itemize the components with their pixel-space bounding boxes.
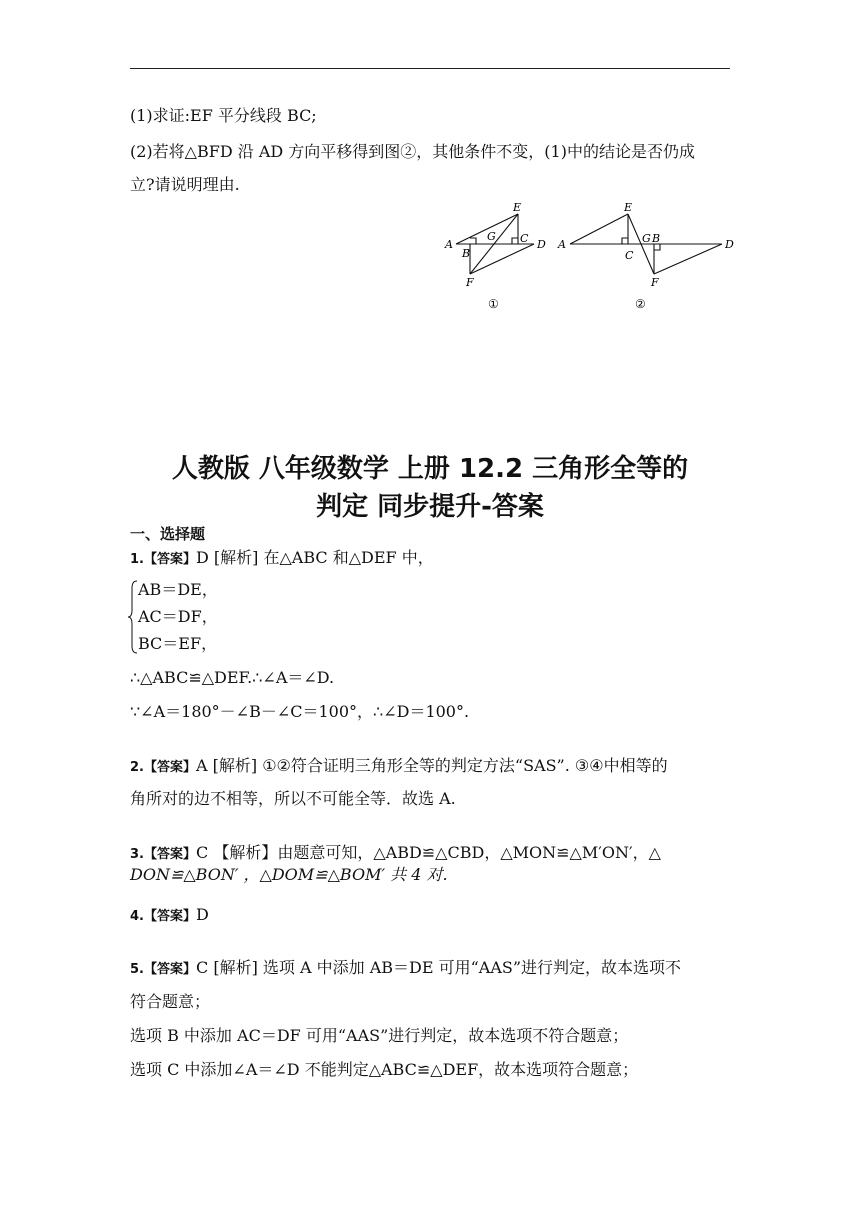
- answer-3: [130, 843, 661, 865]
- problem-part2-line2: 立?请说明理由.: [130, 175, 240, 194]
- header-rule: [130, 68, 730, 69]
- answer-4-tag: 【答案】: [143, 909, 196, 924]
- problem-part2-line1: (2)若将△BFD 沿 AD 方向平移得到图②，其他条件不变，(1)中的结论是否仍成: [130, 142, 695, 161]
- a5-line3: 选项 B 中添加 AC＝DF 可用“AAS”进行判定，故本选项不符合题意；: [130, 1026, 629, 1045]
- answers-title-line1: 人教版 八年级数学 上册 12.2 三角形全等的: [171, 454, 689, 484]
- fig2-label-e: E: [624, 201, 633, 214]
- a5-line4: 选项 C 中添加∠A＝∠D 不能判定△ABC≌△DEF，故本选项符合题意；: [130, 1060, 639, 1079]
- fig1-label-g: G: [487, 230, 496, 243]
- fig2-label-a: A: [558, 238, 566, 251]
- fig1-caption: ①: [488, 297, 499, 311]
- a1-brace-line-1: AB＝DE，: [138, 580, 218, 599]
- fig2-label-g: G: [642, 232, 651, 245]
- a1-line-congruent: ∴△ABC≌△DEF.∴∠A＝∠D.: [130, 668, 335, 687]
- fig2-right-angle-c: [622, 238, 628, 244]
- answer-5-number: 5.: [130, 962, 144, 977]
- geometry-figure: [430, 198, 740, 318]
- fig2-segment-ae: [570, 214, 628, 244]
- answer-5-tag: 【答案】: [143, 962, 196, 977]
- answers-title-line2: 判定 同步提升-答案: [316, 492, 544, 522]
- answer-2-number: 2.: [130, 760, 144, 775]
- answer-2-tag: 【答案】: [143, 760, 196, 775]
- brace-symbol: [128, 580, 138, 654]
- answer-3-text: C 【解析】由题意可知，△ABD≌△CBD，△MON≌△M′ON′，△: [196, 843, 661, 862]
- answer-5: [130, 958, 681, 980]
- fig1-label-f: F: [466, 276, 474, 289]
- fig1-label-a: A: [445, 238, 453, 251]
- answer-3-number: 3.: [130, 847, 144, 862]
- a2-line2: 角所对的边不相等，所以不可能全等．故选 A.: [130, 789, 456, 808]
- fig2-label-c: C: [625, 249, 634, 262]
- answer-4-text: D: [196, 905, 209, 924]
- a1-brace-line-3: BC＝EF，: [138, 634, 218, 653]
- a5-line2: 符合题意；: [130, 992, 211, 1011]
- problem-part1: (1)求证:EF 平分线段 BC;: [130, 106, 317, 125]
- fig2-label-d: D: [725, 238, 734, 251]
- answer-4-number: 4.: [130, 909, 144, 924]
- fig1-right-angle-b: [470, 238, 476, 244]
- fig1-label-d: D: [537, 238, 546, 251]
- answer-5-text: C [解析] 选项 A 中添加 AB＝DE 可用“AAS”进行判定，故本选项不: [196, 958, 682, 977]
- answer-1-text: D [解析] 在△ABC 和△DEF 中，: [196, 548, 434, 567]
- fig2-caption: ②: [635, 297, 646, 311]
- fig2-segment-fd: [654, 244, 722, 274]
- a1-line-angle: ∵∠A＝180°－∠B－∠C＝100°，∴∠D＝100°.: [130, 702, 470, 721]
- a3-line2: DON≌△BON′ ，△DOM≌△BOM′ 共 4 对.: [130, 865, 448, 884]
- answer-1-tag: 【答案】: [143, 552, 196, 567]
- fig1-segment-fd: [470, 244, 534, 274]
- section-heading: 一、选择题: [130, 525, 206, 543]
- a1-brace-line-2: AC＝DF，: [138, 607, 218, 626]
- answer-1-number: 1.: [130, 552, 144, 567]
- fig1-label-b: B: [462, 247, 471, 260]
- fig2-label-f: F: [651, 276, 659, 289]
- fig1-right-angle-c: [512, 238, 518, 244]
- answer-1: [130, 548, 434, 570]
- answer-4: [130, 905, 209, 927]
- fig2-label-b: B: [652, 232, 661, 245]
- fig1-label-e: E: [513, 201, 522, 214]
- answer-3-tag: 【答案】: [143, 847, 196, 862]
- fig1-label-c: C: [520, 232, 529, 245]
- answer-2: [130, 756, 668, 778]
- answer-2-text: A [解析] ①②符合证明三角形全等的判定方法“SAS”. ③④中相等的: [196, 756, 668, 775]
